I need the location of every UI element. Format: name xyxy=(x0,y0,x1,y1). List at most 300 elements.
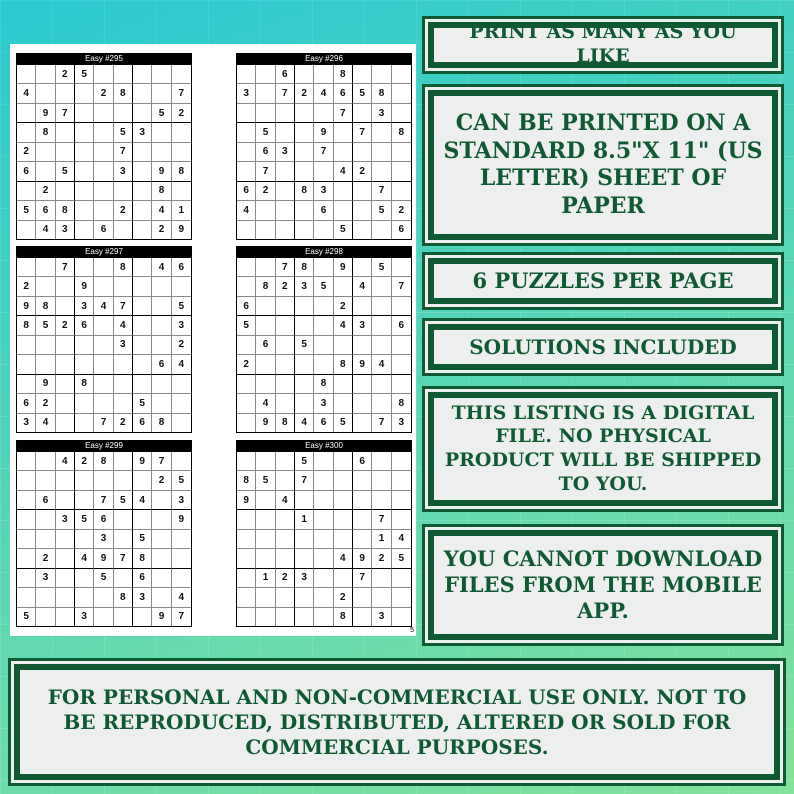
sudoku-cell xyxy=(114,355,133,374)
sudoku-cell: 3 xyxy=(133,588,152,607)
sudoku-cell: 9 xyxy=(256,414,275,432)
sudoku-cell xyxy=(237,162,256,181)
sudoku-cell xyxy=(295,608,314,626)
sudoku-cell: 2 xyxy=(114,414,133,432)
sudoku-cell xyxy=(94,375,113,394)
sudoku-cell xyxy=(17,375,36,394)
sudoku-cell xyxy=(94,355,113,374)
sudoku-cell: 2 xyxy=(94,84,113,103)
sudoku-cell xyxy=(276,588,295,607)
sudoku-cell xyxy=(334,277,353,296)
sudoku-cell xyxy=(172,569,191,588)
sudoku-cell xyxy=(276,221,295,239)
sudoku-cell xyxy=(133,258,152,277)
sudoku-cell: 8 xyxy=(114,258,133,277)
sudoku-cell: 3 xyxy=(56,510,75,529)
sudoku-cell: 3 xyxy=(172,491,191,510)
sudoku-cell xyxy=(353,375,372,394)
sudoku-cell xyxy=(353,510,372,529)
sudoku-cell xyxy=(237,336,256,355)
sudoku-cell xyxy=(56,588,75,607)
puzzle-title: Easy #296 xyxy=(236,53,412,64)
sudoku-cell xyxy=(392,569,411,588)
sudoku-cell: 2 xyxy=(152,221,171,239)
sudoku-cell: 9 xyxy=(36,375,55,394)
sudoku-cell xyxy=(172,277,191,296)
sudoku-cell xyxy=(314,221,333,239)
sudoku-cell xyxy=(256,608,275,626)
sudoku-cell xyxy=(133,143,152,162)
sudoku-cell xyxy=(276,316,295,335)
sudoku-cell xyxy=(56,336,75,355)
sudoku-cell xyxy=(56,549,75,568)
sudoku-cell xyxy=(372,452,391,471)
sudoku-cell: 8 xyxy=(372,84,391,103)
sudoku-cell xyxy=(334,452,353,471)
sudoku-cell xyxy=(17,182,36,201)
sudoku-cell: 7 xyxy=(114,549,133,568)
sudoku-cell: 5 xyxy=(17,201,36,220)
sudoku-cell xyxy=(372,162,391,181)
sudoku-cell: 4 xyxy=(172,355,191,374)
sudoku-cell xyxy=(17,491,36,510)
sudoku-cell xyxy=(256,104,275,123)
sudoku-cell: 7 xyxy=(152,452,171,471)
sudoku-cell xyxy=(36,65,55,84)
sudoku-cell: 6 xyxy=(172,258,191,277)
sudoku-cell: 8 xyxy=(17,316,36,335)
sudoku-cell xyxy=(237,414,256,432)
sudoku-cell xyxy=(295,123,314,142)
sudoku-cell: 3 xyxy=(295,569,314,588)
sudoku-cell: 7 xyxy=(256,162,275,181)
sudoku-cell xyxy=(334,530,353,549)
sudoku-cell xyxy=(56,394,75,413)
sudoku-cell xyxy=(372,375,391,394)
sudoku-cell xyxy=(152,316,171,335)
sudoku-cell xyxy=(314,510,333,529)
sudoku-cell: 2 xyxy=(276,569,295,588)
sudoku-cell xyxy=(152,297,171,316)
sudoku-cell: 7 xyxy=(178,611,185,623)
sudoku-cell xyxy=(353,491,372,510)
puzzle-title: Easy #299 xyxy=(16,440,192,451)
sudoku-cell: 3 xyxy=(17,414,36,432)
sudoku-cell: 4 xyxy=(36,221,55,239)
sudoku-cell xyxy=(314,65,333,84)
sudoku-cell: 5 xyxy=(17,608,36,626)
sudoku-cell xyxy=(152,569,171,588)
sudoku-cell xyxy=(56,297,75,316)
sudoku-cell xyxy=(152,530,171,549)
puzzle-title: Easy #297 xyxy=(16,246,192,257)
sudoku-cell xyxy=(152,375,171,394)
sudoku-cell xyxy=(133,336,152,355)
sudoku-cell xyxy=(94,182,113,201)
sudoku-cell xyxy=(133,510,152,529)
sudoku-cell: 6 xyxy=(334,84,353,103)
sudoku-cell: 6 xyxy=(256,143,275,162)
sudoku-cell: 5 xyxy=(237,316,256,335)
sudoku-cell xyxy=(372,588,391,607)
sudoku-cell xyxy=(17,549,36,568)
sudoku-cell xyxy=(256,201,275,220)
sudoku-cell xyxy=(152,491,171,510)
sudoku-cell xyxy=(372,491,391,510)
sudoku-cell xyxy=(172,143,191,162)
sudoku-cell: 9 xyxy=(152,162,171,181)
sudoku-cell xyxy=(75,258,94,277)
sudoku-cell: 9 xyxy=(94,549,113,568)
sudoku-cell xyxy=(172,394,191,413)
sudoku-cell: 7 xyxy=(276,258,295,277)
sudoku-cell xyxy=(172,549,191,568)
sudoku-cell xyxy=(172,123,191,142)
sudoku-cell: 7 xyxy=(56,258,75,277)
sudoku-cell: 2 xyxy=(17,143,36,162)
sudoku-cell xyxy=(314,549,333,568)
sudoku-cell: 2 xyxy=(334,297,353,316)
sudoku-cell: 5 xyxy=(256,123,275,142)
sudoku-cell: 6 xyxy=(75,316,94,335)
sudoku-cell xyxy=(17,258,36,277)
sudoku-cell: 8 xyxy=(152,414,171,432)
sudoku-cell xyxy=(133,608,152,626)
digital-file-text: THIS LISTING IS A DIGITAL FILE. NO PHYSICAL PRODUCT WILL BE SHIPPED TO YOU. xyxy=(444,401,762,495)
sudoku-cell xyxy=(114,375,133,394)
sudoku-cell: 4 xyxy=(372,355,391,374)
sudoku-cell xyxy=(353,608,372,626)
sudoku-cell xyxy=(392,336,411,355)
sudoku-cell xyxy=(276,123,295,142)
sudoku-cell: 9 xyxy=(353,355,372,374)
print-many-text: PRINT AS MANY AS YOU LIKE xyxy=(469,21,737,67)
sudoku-cell: 2 xyxy=(56,316,75,335)
sudoku-cell: 6 xyxy=(133,569,152,588)
sudoku-cell: 3 xyxy=(237,84,256,103)
sudoku-cell: 5 xyxy=(295,452,314,471)
sudoku-cell: 9 xyxy=(172,510,191,529)
sudoku-cell: 5 xyxy=(334,414,353,432)
sudoku-cell xyxy=(75,394,94,413)
sudoku-cell: 6 xyxy=(314,414,333,432)
sudoku-cell xyxy=(295,143,314,162)
sudoku-cell: 9 xyxy=(237,491,256,510)
sudoku-cell xyxy=(36,355,55,374)
mobile-app-text: YOU CANNOT DOWNLOAD FILES FROM THE MOBILE APP. xyxy=(443,545,763,624)
sudoku-cell: 9 xyxy=(314,123,333,142)
sudoku-cell: 6 xyxy=(256,336,275,355)
sudoku-cell xyxy=(114,510,133,529)
sudoku-cell: 2 xyxy=(152,471,171,490)
sudoku-cell: 2 xyxy=(36,549,55,568)
sudoku-cell xyxy=(237,258,256,277)
sudoku-cell: 4 xyxy=(75,549,94,568)
sudoku-cell xyxy=(276,297,295,316)
sudoku-cell xyxy=(353,221,372,239)
sudoku-cell xyxy=(314,491,333,510)
sudoku-cell: 5 xyxy=(56,162,75,181)
sudoku-cell xyxy=(133,297,152,316)
sudoku-cell xyxy=(36,530,55,549)
sudoku-cell: 9 xyxy=(36,104,55,123)
sudoku-cell: 3 xyxy=(314,182,333,201)
sudoku-cell xyxy=(295,491,314,510)
sudoku-cell xyxy=(94,201,113,220)
sudoku-cell xyxy=(372,471,391,490)
sudoku-cell xyxy=(295,201,314,220)
sudoku-cell: 6 xyxy=(36,201,55,220)
sudoku-cell xyxy=(17,510,36,529)
sudoku-cell xyxy=(94,471,113,490)
sudoku-cell xyxy=(237,530,256,549)
sudoku-grid xyxy=(16,257,192,433)
sudoku-cell xyxy=(334,182,353,201)
sudoku-cell xyxy=(17,65,36,84)
sudoku-cell: 4 xyxy=(114,316,133,335)
sudoku-cell: 3 xyxy=(398,417,405,429)
sudoku-cell xyxy=(75,201,94,220)
sudoku-cell xyxy=(276,549,295,568)
solutions-text: SOLUTIONS INCLUDED xyxy=(469,334,737,359)
sudoku-cell xyxy=(56,491,75,510)
digital-file-banner xyxy=(428,392,778,506)
sudoku-cell xyxy=(94,608,113,626)
sudoku-cell xyxy=(56,84,75,103)
sudoku-cell xyxy=(334,143,353,162)
sudoku-cell: 3 xyxy=(133,123,152,142)
sudoku-cell: 6 xyxy=(314,201,333,220)
sudoku-cell xyxy=(133,316,152,335)
sudoku-cell xyxy=(75,143,94,162)
sudoku-cell xyxy=(36,588,55,607)
sudoku-cell xyxy=(152,336,171,355)
sudoku-cell xyxy=(152,84,171,103)
sudoku-cell xyxy=(133,471,152,490)
sudoku-cell xyxy=(237,569,256,588)
sudoku-cell: 7 xyxy=(114,143,133,162)
sudoku-cell xyxy=(36,162,55,181)
sudoku-cell: 2 xyxy=(392,201,411,220)
sudoku-puzzle xyxy=(236,246,412,433)
sudoku-cell: 4 xyxy=(237,201,256,220)
sudoku-cell xyxy=(276,510,295,529)
sudoku-cell xyxy=(256,221,275,239)
sudoku-cell: 7 xyxy=(276,84,295,103)
sudoku-cell xyxy=(172,452,191,471)
sudoku-cell xyxy=(94,123,113,142)
sudoku-cell: 4 xyxy=(334,162,353,181)
sudoku-cell xyxy=(172,414,191,432)
sudoku-cell: 5 xyxy=(94,569,113,588)
sudoku-cell xyxy=(152,588,171,607)
sudoku-cell: 2 xyxy=(75,452,94,471)
sudoku-cell xyxy=(295,316,314,335)
sudoku-cell xyxy=(392,491,411,510)
sudoku-cell: 6 xyxy=(94,510,113,529)
sudoku-cell xyxy=(276,182,295,201)
sudoku-cell: 3 xyxy=(114,336,133,355)
sudoku-cell: 7 xyxy=(334,104,353,123)
sudoku-cell: 2 xyxy=(172,336,191,355)
sudoku-cell: 6 xyxy=(276,65,295,84)
sudoku-cell: 4 xyxy=(276,491,295,510)
sudoku-cell: 2 xyxy=(276,277,295,296)
sudoku-cell: 8 xyxy=(172,162,191,181)
sudoku-cell xyxy=(172,182,191,201)
sudoku-cell xyxy=(237,375,256,394)
sudoku-cell xyxy=(276,471,295,490)
sudoku-cell xyxy=(75,588,94,607)
sudoku-cell xyxy=(295,221,314,239)
sudoku-cell xyxy=(56,471,75,490)
sudoku-cell xyxy=(314,258,333,277)
sudoku-cell: 8 xyxy=(295,182,314,201)
sudoku-cell xyxy=(314,588,333,607)
sudoku-cell xyxy=(36,277,55,296)
sudoku-cell xyxy=(56,414,75,432)
sudoku-cell xyxy=(133,84,152,103)
sudoku-cell xyxy=(36,471,55,490)
sudoku-puzzle xyxy=(236,53,412,240)
sudoku-cell: 1 xyxy=(172,201,191,220)
mobile-app-banner xyxy=(428,530,778,640)
sudoku-cell: 9 xyxy=(353,549,372,568)
sudoku-cell xyxy=(295,375,314,394)
sudoku-cell xyxy=(334,471,353,490)
sudoku-cell xyxy=(295,588,314,607)
sudoku-cell xyxy=(36,608,55,626)
sudoku-cell: 9 xyxy=(152,608,171,626)
sudoku-cell xyxy=(94,277,113,296)
sudoku-cell: 2 xyxy=(172,104,191,123)
sudoku-cell: 8 xyxy=(334,608,353,626)
sudoku-cell xyxy=(372,297,391,316)
sudoku-cell: 7 xyxy=(372,414,391,432)
sudoku-cell xyxy=(372,394,391,413)
sudoku-cell: 7 xyxy=(372,510,391,529)
sudoku-cell xyxy=(256,316,275,335)
sudoku-cell: 2 xyxy=(353,162,372,181)
sudoku-cell: 4 xyxy=(17,84,36,103)
sudoku-cell: 3 xyxy=(94,530,113,549)
sudoku-cell xyxy=(392,588,411,607)
sudoku-cell: 4 xyxy=(56,452,75,471)
sudoku-cell: 3 xyxy=(295,277,314,296)
sudoku-cell xyxy=(392,297,411,316)
sudoku-cell xyxy=(237,394,256,413)
sudoku-cell xyxy=(276,104,295,123)
sudoku-cell xyxy=(314,569,333,588)
sudoku-cell xyxy=(353,201,372,220)
sudoku-cell xyxy=(56,182,75,201)
sudoku-cell xyxy=(94,65,113,84)
sudoku-cell: 5 xyxy=(75,65,94,84)
sudoku-cell xyxy=(133,65,152,84)
sudoku-cell xyxy=(392,162,411,181)
sudoku-cell xyxy=(276,201,295,220)
sudoku-cell: 7 xyxy=(114,297,133,316)
sudoku-cell xyxy=(94,162,113,181)
sudoku-cell xyxy=(17,569,36,588)
sudoku-cell xyxy=(353,182,372,201)
sudoku-cell xyxy=(17,104,36,123)
sudoku-cell xyxy=(133,355,152,374)
sudoku-cell xyxy=(295,65,314,84)
sudoku-cell: 8 xyxy=(94,452,113,471)
sudoku-cell xyxy=(392,104,411,123)
sudoku-cell xyxy=(256,297,275,316)
sudoku-cell xyxy=(334,491,353,510)
sudoku-cell xyxy=(36,510,55,529)
sudoku-cell: 8 xyxy=(392,123,411,142)
sudoku-cell xyxy=(353,104,372,123)
sudoku-cell xyxy=(256,491,275,510)
sudoku-cell: 4 xyxy=(152,258,171,277)
sudoku-cell xyxy=(314,162,333,181)
sudoku-cell: 5 xyxy=(314,277,333,296)
sudoku-cell xyxy=(75,84,94,103)
sudoku-cell: 2 xyxy=(17,277,36,296)
sudoku-cell: 2 xyxy=(334,588,353,607)
sudoku-cell xyxy=(314,336,333,355)
sudoku-cell: 3 xyxy=(75,608,94,626)
sudoku-cell: 7 xyxy=(94,491,113,510)
sudoku-cell: 5 xyxy=(172,297,191,316)
paper-size-text: CAN BE PRINTED ON A STANDARD 8.5"X 11" (US LETTER) SHEET OF PAPER xyxy=(443,110,763,219)
sudoku-cell xyxy=(256,588,275,607)
sudoku-cell: 9 xyxy=(178,224,185,236)
sudoku-cell xyxy=(276,530,295,549)
sudoku-cell xyxy=(94,258,113,277)
sudoku-cell: 6 xyxy=(152,355,171,374)
sudoku-cell xyxy=(353,143,372,162)
sudoku-cell xyxy=(237,221,256,239)
sudoku-cell: 8 xyxy=(276,414,295,432)
sudoku-cell xyxy=(392,84,411,103)
sudoku-cell xyxy=(295,355,314,374)
sudoku-cell xyxy=(314,297,333,316)
sudoku-cell: 7 xyxy=(172,84,191,103)
sudoku-cell xyxy=(256,84,275,103)
sudoku-cell xyxy=(152,65,171,84)
sudoku-cell: 5 xyxy=(256,471,275,490)
sudoku-cell: 8 xyxy=(314,375,333,394)
sudoku-cell xyxy=(114,394,133,413)
sudoku-grid xyxy=(236,64,412,240)
sudoku-cell: 2 xyxy=(237,355,256,374)
sudoku-cell: 2 xyxy=(372,549,391,568)
sudoku-cell xyxy=(114,104,133,123)
sudoku-cell: 4 xyxy=(334,316,353,335)
sudoku-cell xyxy=(276,336,295,355)
sudoku-cell xyxy=(314,530,333,549)
sudoku-cell xyxy=(17,355,36,374)
sudoku-cell xyxy=(314,355,333,374)
sudoku-cell xyxy=(237,588,256,607)
sudoku-cell: 4 xyxy=(152,201,171,220)
sudoku-cell xyxy=(133,221,152,239)
sudoku-cell: 4 xyxy=(392,530,411,549)
sudoku-cell: 3 xyxy=(75,297,94,316)
sudoku-cell: 3 xyxy=(372,608,391,626)
sudoku-cell: 8 xyxy=(56,201,75,220)
printable-page-preview xyxy=(10,44,416,636)
sudoku-cell: 6 xyxy=(17,162,36,181)
sudoku-cell xyxy=(17,530,36,549)
sudoku-cell xyxy=(372,123,391,142)
sudoku-puzzle xyxy=(16,246,192,433)
